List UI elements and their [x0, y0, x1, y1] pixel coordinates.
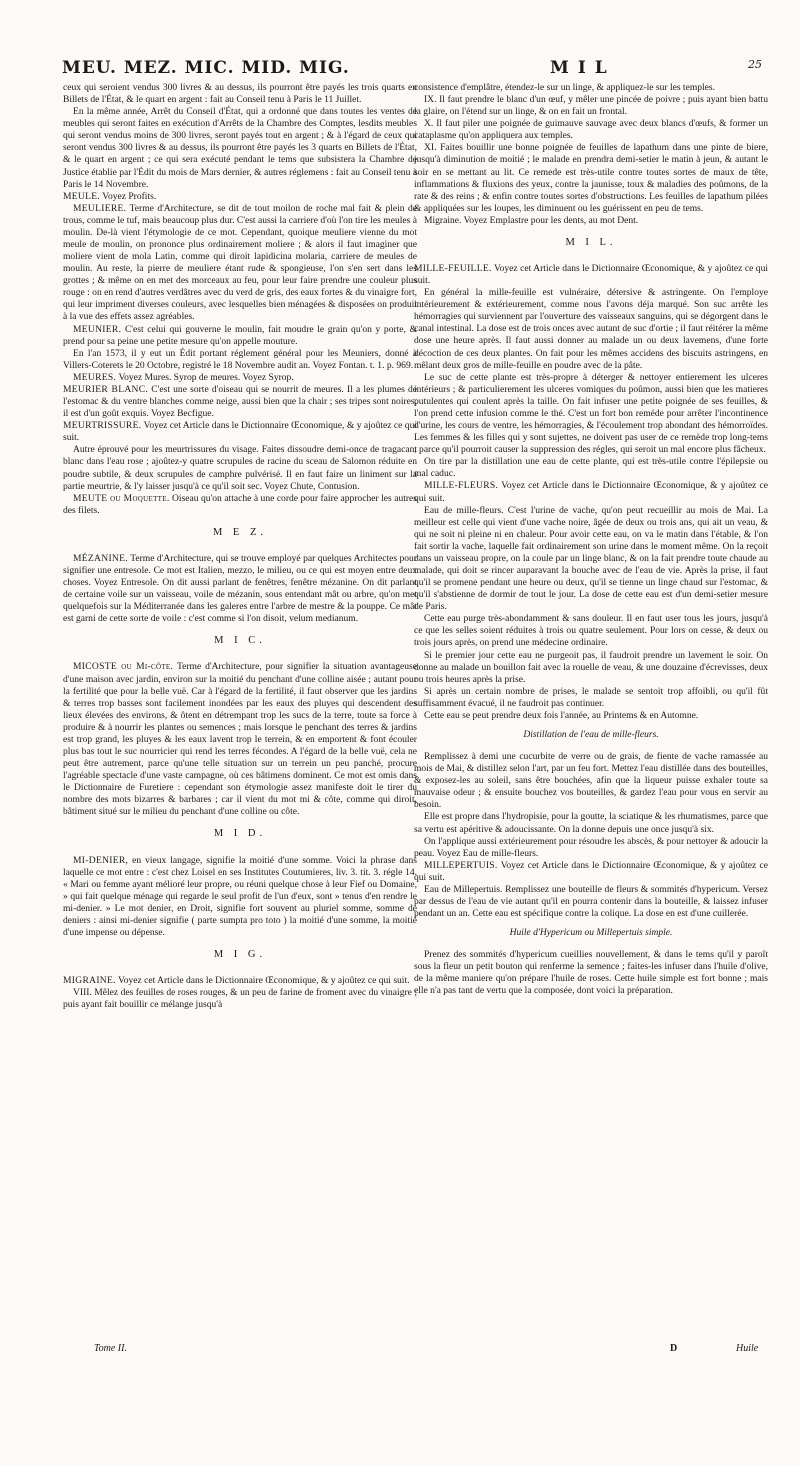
entry-text: Voyez Profits.	[102, 190, 157, 202]
catchword: Huile	[736, 1343, 759, 1354]
subheading-distillation: Distillation de l'eau de mille-fleurs.	[523, 729, 659, 740]
entry-text: Voyez cet Article dans le Dictionnaire Œconomique, & y ajoûtez ce qui suit.	[414, 263, 768, 287]
running-head	[0, 52, 800, 86]
entry-text: Voyez cet Article dans le Dictionnaire Œconomique, & y ajoûtez ce qui suit.	[63, 420, 417, 444]
paragraph: Eau de mille-fleurs. C'est l'urine de vache, qu'on peut recueillir au mois de Mai. La meilleur est celle qui vient d'une vache noire, âgée de deux ou trois ans, qui ait un veau, & qui ne soit ni pleine ni en chaleur. Pour avoir cette eau, on va le matin dans l'étable, & l'on fait sortir la vache, laquelle fait ordinairement son urine dans le moment même. On la reçoit dans un vaisseau propre, on la coule par un linge blanc, & on la fait prendre toute chaude au malade, qui doit se rincer auparavant la bouche avec de l'eau de vie. Après la prise, il faut qu'il se promene pendant une heure ou deux, qu'il se tienne un linge chaud sur l'estomac, & qu'il s'abstienne de dormir de tout le jour. La dose de cette eau est d'un demi-setier mesure de Paris.	[414, 504, 768, 613]
paragraph: Eau de Millepertuis. Remplissez une bouteille de fleurs & sommités d'hypericum. Versez par dessus de l'eau de vie autant qu'il en pourra contenir dans la bouteille, & laissez infuser pendant un an. Cette eau est spécifique contre la colique. La dose en est d'une cuillerée.	[414, 883, 768, 920]
entry-meute	[63, 493, 417, 517]
entry-text: Terme d'Architecture, se dit de tout moilon de roche mal fait & plein de trous, comme le tuf, mais beaucoup plus dur. C'est aussi la carriere d'où l'on tire les meules à moulin. De-là vient l'étymologie de ce mot. Cependant, quoique meuliere vienne du mot meule de moulin, on prononce plus ordinairement moliere ; & alors il faut imaginer que moliere vient de mola Latin, comme qui diroit lapidicina molaria, carriere de meules de moulin. Au reste, la pierre de meuliere étant rude & spongieuse, l'on s'en sert dans les grottes ; & même on en met des morceaux au feu, pour leur faire prendre une couleur plus rouge : on en rend d'autres verdâtres avec du verd de gris, des eaux fortes & du vinaigre fort, qui leur impriment diverses couleurs, avec lesquelles bien ménagées & disposées on produit à la vue des effets assez agréables.	[63, 202, 418, 323]
entry-millepertuis	[414, 860, 768, 884]
section-heading-mez: M E Z.	[212, 526, 268, 538]
headword: MEULE.	[63, 190, 101, 202]
paragraph: Cette eau se peut prendre deux fois l'année, au Printems & en Automne.	[424, 709, 699, 721]
entry-mille-feuille	[414, 263, 768, 287]
section-heading-mic: M I C.	[214, 635, 266, 647]
headword: MILLEPERTUIS.	[424, 859, 498, 871]
paragraph: VIII. Mêlez des feuilles de roses rouges, & un peu de farine de froment avec du vinaigre ; puis ayant fait bouillir ce mélange jusqu'à	[63, 987, 417, 1011]
paragraph: consistence d'emplâtre, étendez-le sur un linge, & appliquez-le sur les temples.	[414, 82, 716, 93]
headword: MEURES.	[73, 371, 117, 383]
signature-mark: D	[670, 1343, 678, 1354]
paragraph: On tire par la distillation une eau de cette plante, qui est très-utile contre l'épilepsie ou mal caduc.	[414, 456, 768, 480]
headword: MÉZANINE.	[73, 552, 128, 564]
right-column	[414, 82, 768, 998]
paragraph: ceux qui seroient vendus 300 livres & au dessus, ils pourront être payés les trois quarts en Billets de l'État, & le quart en argent : fait au Conseil tenu à Paris le 11 Juillet.	[63, 82, 417, 106]
entry-text: Voyez cet Article dans le Dictionnaire Œconomique, & y ajoûtez ce qui suit.	[118, 975, 410, 987]
entry-text: Oiseau qu'on attache à une corde pour faire approcher les autres des filets.	[63, 492, 418, 516]
page-footer	[94, 1343, 774, 1363]
paragraph: En la même année, Arrêt du Conseil d'État, qui a ordonné que dans toutes les ventes de meubles qui seront faites en exécution d'Arrêts de la Chambre des Comptes, lesdits meubles qui seront vendus moins de 300 livres, seront payés tout en argent ; & à l'égard de ceux qui seront vendus 300 livres & au dessus, ils pourront être payés les 3 quarts en Billets de l'État, & le quart en argent ; ce qui sera exécuté pendant le tems que subsistera la Chambre de Justice établie par l'Édit du mois de Mars dernier, & autres réglemens : fait au Conseil tenu à Paris le 14 Novembre.	[63, 106, 417, 190]
entry-text: Terme d'Architecture, pour signifier la situation avantageuse d'une maison avec jardin, environ sur la moitié du penchant d'une colline aisée ; autant pour la fertilité que pour la belle vuë. Car à l'égard de la fertilité, il faut observer que les jardins & terres trop basses sont facilement inondées par les eaux des pluyes qui descendent des lieux élevées des environs, & ôtent en détrempant trop les sucs de la terre, toute sa force à produire & à nourrir les plantes ou semences ; mais lorsque le penchant des terres & jardins est trop grand, les pluyes & les eaux lavent trop le terrein, & en emportent & font écouler plus bas tout le suc nourricier qui rend les terres fécondes. A l'égard de la belle vuë, cela ne peut être autrement, parce qu'une telle situation sur un terrein un peu panché, procure l'agréable spectacle d'une vaste campagne, où ces bâtimens dominent. Ce mot est omis dans le Dictionnaire de Furetiere : cependant son étymologie assez manifeste doit le tirer du nombre des mots bizarres & barbares ; car il vient du mot mi & côte, comme qui diroit, bâtiment situé sur le milieu du penchant d'une colline ou côte.	[63, 661, 417, 818]
entry-text: Voyez cet Article dans le Dictionnaire Œconomique, & y ajoûtez ce qui suit.	[414, 859, 769, 883]
section-heading-mig: M I G.	[213, 949, 267, 961]
entry-mezanine	[63, 553, 417, 625]
paragraph: Si le premier jour cette eau ne purgeoit pas, il faudroit prendre un lavement le soir. On donne au malade un bouillon fait avec la rouelle de veau, & une douzaine d'écrevisses, deux ou trois heures après la prise.	[414, 649, 768, 685]
entry-mille-fleurs	[414, 480, 768, 504]
left-column	[63, 82, 417, 1011]
headword: MICOSTE ou Mi-côte.	[73, 661, 174, 673]
section-heading-mid: M I D.	[213, 828, 267, 840]
entry-text: en vieux langage, signifie la moitié d'une somme. Voici la phrase dans laquelle ce mot entre : c'est chez Loisel en ses Institutes Coutumieres, liv. 3. tit. 3. régle 14. « Mari ou femme ayant mélioré leur propre, ou réuni quelque chose à leur Fief ou Domaine, » qui fait quelque ménage qui regarde le seul profit de l'un d'eux, sont » tenus d'en rendre le mi-denier. » Le mot denier, en Droit, signifie fort souvent au pluriel somme, somme de deniers : ainsi mi-denier signifie ( parte sumpta pro toto ) la moitié d'une somme, la moitié d'une impense ou dépense.	[63, 854, 417, 938]
entry-meures	[63, 372, 417, 384]
paragraph: Migraine. Voyez Emplastre pour les dents, au mot Dent.	[424, 214, 639, 226]
headword: MI-DENIER,	[73, 854, 129, 866]
entry-text: C'est celui qui gouverne le moulin, fait moudre le grain qu'on y porte, & prend pour sa peine une petite mesure qu'on appelle mouture.	[63, 323, 418, 347]
paragraph: En l'an 1573, il y eut un Édit portant réglement général pour les Meuniers, donné à Villers-Coterets le 20 Octobre, registré le 18 Novembre audit an. Voyez Fontan. t. 1. p. 969.	[63, 347, 417, 371]
entry-midenier	[63, 855, 417, 940]
volume-mark: Tome II.	[94, 1343, 127, 1354]
paragraph: En général la mille-feuille est vulnéraire, détersive & astringente. On l'employe intérieurement & extérieurement, comme nous l'avons déja marqué. Son suc arrête les hémorragies qui surviennent par l'ouverture des vaisseaux sanguins, qui se dégorgent dans le canal intestinal. La dose est de trois onces avec autant de suc d'ortie ; il faut réitérer la même dose une heure après. Il faut aussi donner au malade un ou deux lavemens, d'une forte décoction de ces deux plantes. On fait pour les mêmes accidens des biscuits astringens, en mêlant deux gros de mille-feuille en poudre avec de la pâte.	[414, 287, 768, 371]
section-heading-mil: M I L.	[565, 236, 617, 248]
page-number: 25	[748, 58, 762, 71]
entry-meurtrissure	[63, 420, 417, 444]
entry-meunier	[63, 324, 417, 348]
entry-text: Terme d'Architecture, qui se trouve employé par quelques Architectes pour signifier une entresole. Ce mot est Italien, mezzo, le milieu, ou ce qui est moyen entre deux choses. Voyez Entresole. On dit aussi parlant de fenêtres, fenêtre mézanine. On dit parlant de certaine voile sur un vaisseau, voile de mézanin, sous entendant mât ou arbre, qu'on met quelquefois sur la Méditerranée dans les galeres entre l'arbre de mestre & la pouppe. Ce mât est garni de cette sorte de voile : c'est comme si l'on disoit, velum medianum.	[63, 552, 418, 625]
entry-text: Voyez Mures. Syrop de meures. Voyez Syrop.	[118, 371, 294, 383]
paragraph: X. Il faut piler une poignée de guimauve sauvage avec deux blancs d'œufs, & former un cataplasme qu'on appliquera aux temples.	[414, 118, 768, 142]
paragraph: On l'applique aussi extérieurement pour résoudre les abscès, & pour nettoyer & adoucir la peau. Voyez Eau de mille-fleurs.	[414, 835, 768, 859]
headword: MEULIERE.	[73, 202, 127, 214]
entry-text: C'est une sorte d'oiseau qui se nourrit de meures. Il a les plumes de l'estomac & du ventre blanches comme neige, aussi bien que la chair ; ses tripes sont noires, il est d'un goût exquis. Voyez Becfigue.	[63, 383, 417, 420]
paragraph: Remplissez à demi une cucurbite de verre ou de grais, de fiente de vache ramassée au mois de Mai, & distillez selon l'art, par un feu fort. Mettez l'eau distillée dans des bouteilles, & exposez-les au soleil, sans être bouchées, afin que la liqueur puisse exhaler toute sa mauvaise odeur ; & ensuite bouchez vos bouteilles, & gardez l'eau pour vous en servir au besoin.	[414, 751, 768, 811]
headword: MEUTE ou Moquette.	[73, 492, 170, 504]
subheading-huile: Huile d'Hypericum ou Millepertuis simple.	[509, 928, 673, 939]
entry-text: Voyez cet Article dans le Dictionnaire Œconomique, & y ajoûtez ce qui suit.	[414, 480, 768, 504]
entry-meurier-blanc	[63, 384, 417, 420]
entry-meuliere	[63, 203, 417, 324]
headword: MILLE-FLEURS.	[424, 480, 499, 492]
headword: MIGRAINE.	[63, 975, 116, 987]
entry-micoste	[63, 661, 417, 818]
paragraph: Cette eau purge très-abondamment & sans douleur. Il en faut user tous les jours, jusqu'à ce que les selles soient réduites à trois ou quatre seulement. Pour lors on cesse, & deux ou trois jours après, on prend une médecine ordinaire.	[414, 613, 768, 649]
running-head-right: MIL	[550, 58, 616, 78]
paragraph: IX. Il faut prendre le blanc d'un œuf, y mêler une pincée de poivre ; puis ayant bien battu la glaire, on l'étend sur un linge, & on en fait un frontal.	[414, 94, 768, 118]
headword: MEUNIER.	[73, 323, 122, 335]
paragraph: Si après un certain nombre de prises, le malade se sentoit trop affoibli, ou qu'il fût suffisamment évacué, il ne faudroit pas continuer.	[414, 685, 768, 709]
entry-meule	[63, 191, 417, 203]
paragraph: Le suc de cette plante est très-propre à déterger & nettoyer entierement les ulceres intérieurs ; & particulierement les ulceres vomiques du poûmon, aussi bien que les matieres putulentes qui coulent après la taille. On fait infuser une petite poignée de ses feuilles, & l'on prend cette infusion comme le thé. C'est un fort bon reméde pour arrêter l'incontinence d'urine, les cours de ventre, les hémorragies, & l'écoulement trop abondant des hémorroïdes. Les femmes & les filles qui y sont sujettes, ne doivent pas user de ce remède trop long-tems ; parce qu'il pourroit causer la suppression des régles, qui seroit un mal encore plus fâcheux.	[414, 371, 768, 456]
headword: MILLE-FEUILLE.	[414, 263, 492, 275]
paragraph: Autre éprouvé pour les meurtrissures du visage. Faites dissoudre demi-once de tragacant blanc dans l'eau rose ; ajoûtez-y quatre scrupules de racine du sceau de Salomon réduite en poudre subtile, & deux scrupules de camphre pulvérisé. Il en faut faire un liniment sur la partie meurtrie, & l'y laisser jusqu'à ce qu'il soit sec. Voyez Chute, Contusion.	[63, 444, 417, 492]
headword: MEURTRISSURE.	[63, 420, 142, 432]
paragraph: Elle est propre dans l'hydropisie, pour la goutte, la sciatique & les rhumatismes, parce que sa vertu est apéritive & adoucissante. On la donne depuis une once jusqu'à six.	[414, 811, 768, 835]
entry-migraine	[63, 975, 417, 987]
running-head-left: MEU. MEZ. MIC. MID. MIG.	[62, 58, 350, 78]
paragraph: Prenez des sommités d'hypericum cueillies nouvellement, & dans le tems qu'il y paroît sous la fleur un petit bouton qui renferme la semence ; faites-les infuser dans l'huile d'olive, de la même maniere qu'on prépare l'huile de roses. Cette huile simple est fort bonne ; mais elle n'a pas tant de vertu que la composée, dont voici la préparation.	[414, 949, 768, 997]
paragraph: XI. Faites bouillir une bonne poignée de feuilles de lapathum dans une pinte de biere, jusqu'à diminution de moitié ; le malade en prendra demi-setier le matin à jeun, & autant le soir en se mettant au lit. Ce remede est très-utile contre toutes sortes de maux de tête, inflammations & fluxions des yeux, contre la jaunisse, toux & maladies des poûmons, de la rate & des reins ; & enfin contre toutes sortes d'obstructions. Les feuilles de lapathum pilées & appliquées sur les loupes, les diminuent ou les guérissent en peu de tems.	[414, 142, 768, 214]
headword: MEURIER BLANC.	[63, 383, 149, 395]
